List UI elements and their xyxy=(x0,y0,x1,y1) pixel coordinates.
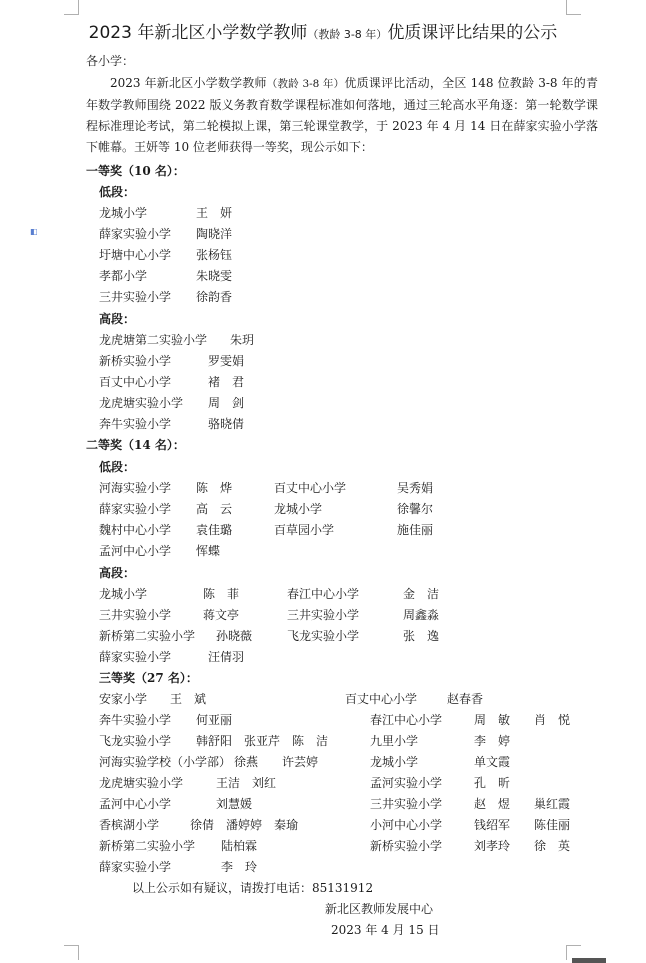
first-high-name: 骆晓倩 xyxy=(208,417,245,431)
first-low-name: 朱晓雯 xyxy=(196,269,233,283)
second-low-name: 吴秀娟 xyxy=(397,481,434,495)
third-names: 刘慧媛 xyxy=(216,797,253,811)
third-names: 李 玲 xyxy=(221,860,258,874)
second-low-school: 薛家实验小学 xyxy=(99,502,172,516)
first-low-school: 三井实验小学 xyxy=(99,290,172,304)
third-school: 安家小学 xyxy=(99,692,148,706)
second-high-name: 孙晓薇 xyxy=(216,629,253,643)
first-low-school: 孝都小学 xyxy=(99,269,148,283)
first-low-label: 低段： xyxy=(99,185,136,199)
second-low-school: 百草园小学 xyxy=(274,523,335,537)
intro-small: （教龄 3-8 年） xyxy=(266,78,345,90)
first-high-school: 龙虎塘实验小学 xyxy=(99,396,184,410)
second-low-school: 魏村中心小学 xyxy=(99,523,172,537)
second-high-school: 新桥第二实验小学 xyxy=(99,629,196,643)
third-names: 何亚丽 xyxy=(196,713,233,727)
first-high-school: 龙虎塘第二实验小学 xyxy=(99,333,208,347)
second-low-school: 孟河中心小学 xyxy=(99,544,172,558)
third-names: 陆柏霖 xyxy=(221,839,258,853)
third-school: 小河中心小学 xyxy=(370,818,443,832)
third-school: 薛家实验小学 xyxy=(99,860,172,874)
third-names: 钱绍军 陈佳丽 xyxy=(474,818,571,832)
third-names: 王洁 刘红 xyxy=(216,776,277,790)
third-school: 百丈中心小学 xyxy=(345,692,418,706)
second-high-school: 春江中心小学 xyxy=(287,587,360,601)
intro-part2: 优质课评比活动，全区 148 位教龄 3-8 年的青年数学教师围绕 2022 版义务教育数学课程标准如何落地，通过三轮高水平角逐：第一轮数学课程标准理论考试，第二轮模拟上课，第三轮课堂教学，于 2023 年 4 月 14 日在薛家实验小学落下帷幕。王妍等 10 位老师获得一等奖，现公示如下： xyxy=(86,76,598,154)
second-high-school: 飞龙实验小学 xyxy=(287,629,360,643)
second-high-school: 薛家实验小学 xyxy=(99,650,172,664)
greeting: 各小学： xyxy=(86,54,135,68)
third-school: 飞龙实验小学 xyxy=(99,734,172,748)
issuing-organization: 新北区教师发展中心 xyxy=(325,902,434,916)
third-school: 孟河中心小学 xyxy=(99,797,172,811)
second-high-school: 龙城小学 xyxy=(99,587,148,601)
second-high-name: 张 逸 xyxy=(403,629,440,643)
second-low-school: 百丈中心小学 xyxy=(274,481,347,495)
document-title xyxy=(0,18,646,43)
third-names: 刘孝玲 徐 英 xyxy=(474,839,571,853)
second-high-name: 蒋文亭 xyxy=(203,608,240,622)
third-names: 赵 煜 巢红霞 xyxy=(474,797,571,811)
second-high-school: 三井实验小学 xyxy=(99,608,172,622)
intro-paragraph xyxy=(86,73,598,158)
first-low-school: 圩塘中心小学 xyxy=(99,248,172,262)
second-low-label: 低段： xyxy=(99,460,136,474)
status-bar-indicator xyxy=(572,958,606,963)
crop-mark-top-right xyxy=(566,0,581,15)
third-names: 周 敏 肖 悦 xyxy=(474,713,571,727)
second-high-name: 周鑫淼 xyxy=(403,608,440,622)
third-school: 河海实验学校（小学部） xyxy=(99,755,232,769)
third-names: 王 斌 xyxy=(170,692,207,706)
third-names: 徐燕 许芸婷 xyxy=(234,755,319,769)
first-low-name: 陶晓洋 xyxy=(196,227,233,241)
title-main: 2023 年新北区小学数学教师 xyxy=(88,23,308,43)
third-names: 赵春香 xyxy=(447,692,484,706)
third-school: 春江中心小学 xyxy=(370,713,443,727)
third-names: 徐倩 潘婷婷 秦瑜 xyxy=(190,818,299,832)
second-low-name: 施佳丽 xyxy=(397,523,434,537)
first-low-name: 张杨钰 xyxy=(196,248,233,262)
second-low-name: 袁佳璐 xyxy=(196,523,233,537)
first-high-label: 高段： xyxy=(99,312,136,326)
second-low-school: 龙城小学 xyxy=(274,502,323,516)
issue-date: 2023 年 4 月 15 日 xyxy=(331,923,440,937)
first-prize-heading: 一等奖（10 名）： xyxy=(86,164,185,178)
third-prize-heading: 三等奖（27 名）： xyxy=(99,671,198,685)
second-low-name: 陈 烨 xyxy=(196,481,233,495)
third-school: 奔牛实验小学 xyxy=(99,713,172,727)
third-names: 李 婷 xyxy=(474,734,511,748)
first-low-school: 龙城小学 xyxy=(99,206,148,220)
first-high-school: 奔牛实验小学 xyxy=(99,417,172,431)
third-school: 龙虎塘实验小学 xyxy=(99,776,184,790)
second-prize-heading: 二等奖（14 名）： xyxy=(86,438,185,452)
third-school: 新桥实验小学 xyxy=(370,839,443,853)
first-low-name: 徐韵香 xyxy=(196,290,233,304)
third-names: 孔 昕 xyxy=(474,776,511,790)
second-low-name: 徐馨尔 xyxy=(397,502,434,516)
second-low-school: 河海实验小学 xyxy=(99,481,172,495)
first-high-school: 新桥实验小学 xyxy=(99,354,172,368)
second-high-school: 三井实验小学 xyxy=(287,608,360,622)
third-school: 三井实验小学 xyxy=(370,797,443,811)
crop-mark-bottom-left xyxy=(64,945,79,960)
third-school: 孟河实验小学 xyxy=(370,776,443,790)
first-high-school: 百丈中心小学 xyxy=(99,375,172,389)
third-school: 香槟湖小学 xyxy=(99,818,160,832)
first-high-name: 罗雯娟 xyxy=(208,354,245,368)
second-high-name: 陈 菲 xyxy=(203,587,240,601)
first-low-name: 王 妍 xyxy=(196,206,233,220)
third-school: 新桥第二实验小学 xyxy=(99,839,196,853)
paragraph-marker-icon: ◧ xyxy=(30,227,38,236)
crop-mark-top-left xyxy=(64,0,79,15)
title-tail: 优质课评比结果的公示 xyxy=(387,23,558,43)
third-names: 韩舒阳 张亚芹 陈 洁 xyxy=(196,734,329,748)
first-low-school: 薛家实验小学 xyxy=(99,227,172,241)
second-low-name: 高 云 xyxy=(196,502,233,516)
second-high-label: 高段： xyxy=(99,566,136,580)
third-school: 龙城小学 xyxy=(370,755,419,769)
intro-part1: 2023 年新北区小学数学教师 xyxy=(110,76,267,90)
second-high-name: 金 洁 xyxy=(403,587,440,601)
third-names: 单文霞 xyxy=(474,755,511,769)
second-low-name: 恽蝶 xyxy=(196,544,221,558)
third-school: 九里小学 xyxy=(370,734,419,748)
first-high-name: 褚 君 xyxy=(208,375,245,389)
first-high-name: 朱玥 xyxy=(230,333,255,347)
first-high-name: 周 剑 xyxy=(208,396,245,410)
title-small: （教龄 3-8 年） xyxy=(307,28,388,41)
contact-note: 以上公示如有疑议，请拨打电话：85131912 xyxy=(132,881,374,895)
second-high-name: 汪倩羽 xyxy=(208,650,245,664)
